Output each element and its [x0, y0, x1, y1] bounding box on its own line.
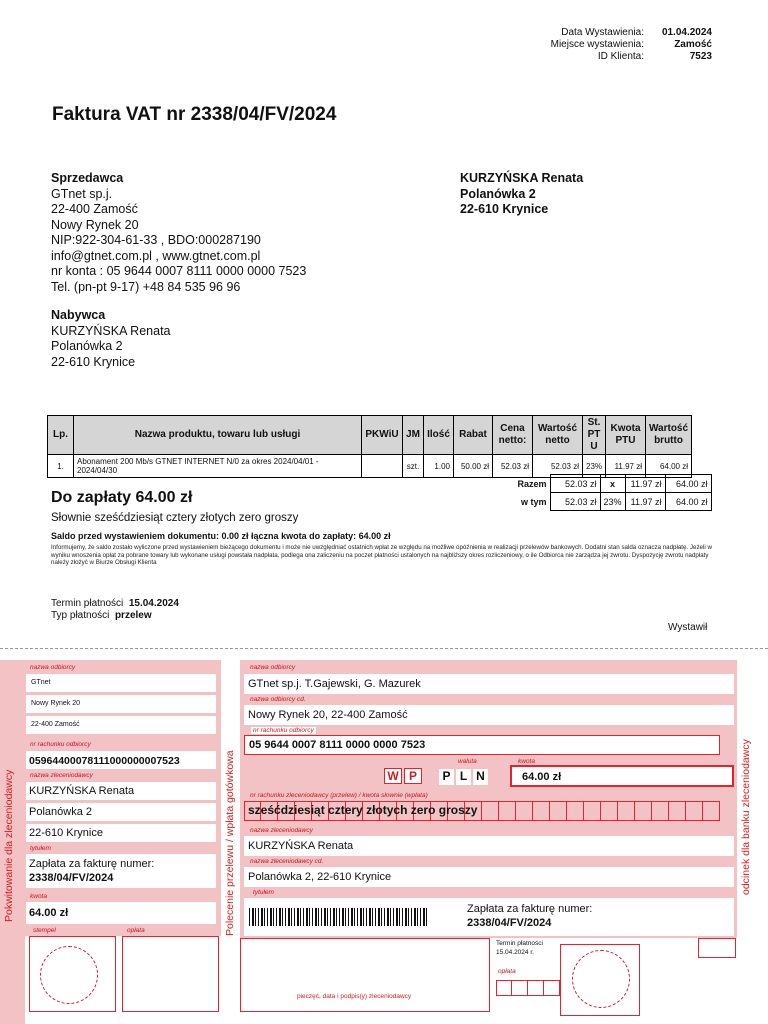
term-value: 15.04.2024: [128, 598, 179, 609]
amount-due-title: Do zapłaty 64.00 zł: [51, 489, 193, 506]
receipt-stamp-circle: [40, 946, 98, 1004]
signature-box: [240, 938, 490, 1012]
bank-stamp-circle: [572, 950, 630, 1008]
transfer-fee-label: opłata: [498, 968, 516, 975]
receipt-amount: 64.00 zł: [29, 907, 69, 919]
term-label: Termin płatności: [51, 598, 124, 609]
saldo-line: Saldo przed wystawieniem dokumentu: 0.00 zł łączna kwota do zapłaty: 64.00 zł: [51, 531, 391, 541]
receipt-payer-line: 22-610 Krynice: [29, 827, 103, 839]
transfer-recipient-cd: Nowy Rynek 20, 22-400 Zamość: [248, 709, 408, 721]
col-name: Nazwa produktu, towaru lub usługi: [74, 416, 362, 455]
transfer-payer-cd-label: nazwa zleceniodawcy cd.: [250, 858, 324, 865]
transfer-panel: [240, 660, 737, 938]
transfer-words-label: nr rachunku zleceniodawcy (przelew) / kwota słownie (wpłata): [250, 792, 428, 799]
transfer-recipient: GTnet sp.j. T.Gajewski, G. Mazurek: [248, 678, 421, 690]
buyer-line: Polanówka 2: [51, 339, 123, 353]
cell: [584, 801, 601, 821]
transfer-term-label: Termin płatności: [496, 940, 543, 947]
transfer-amount: 64.00 zł: [522, 771, 562, 783]
seller-line: NIP:922-304-61-33 , BDO:000287190: [51, 233, 261, 247]
signature-label: pieczęć, data i podpis(y) zleceniodawcy: [297, 993, 412, 1000]
col-jm: JM: [403, 416, 424, 455]
cell-name: Abonament 200 Mb/s GTNET INTERNET N/0 za okres 2024/04/01 - 2024/04/30: [74, 455, 362, 478]
transfer-type-w[interactable]: W: [384, 768, 402, 784]
transfer-account: 05 9644 0007 8111 0000 0000 7523: [249, 739, 426, 751]
bank-code-box: [698, 938, 736, 958]
col-vat-rate: St. PT U: [583, 416, 606, 455]
cell: [703, 801, 720, 821]
items-table: [47, 415, 692, 478]
receipt-account-label: nr rachunku odbiorcy: [30, 741, 91, 748]
col-lp: Lp.: [48, 416, 74, 455]
seller-line: 22-400 Zamość: [51, 202, 138, 216]
issued-by: Wystawił: [668, 622, 708, 633]
receipt-recipient-field: [26, 674, 216, 692]
receipt-title-line: Zapłata za fakturę numer:: [29, 858, 155, 870]
receipt-recipient-line: 22-400 Zamość: [31, 721, 80, 728]
seller-line: info@gtnet.com.pl , www.gtnet.com.pl: [51, 248, 261, 263]
buyer-line: KURZYŃSKA Renata: [51, 323, 171, 338]
cell: [482, 801, 499, 821]
payment-terms: [51, 598, 179, 622]
cell-lp: 1.: [48, 455, 74, 478]
incl-row: [505, 493, 711, 511]
cell-qty: 1.00: [424, 455, 454, 478]
type-value: przelew: [114, 610, 152, 621]
buyer-line: 22-610 Krynice: [51, 354, 136, 369]
transfer-type-p[interactable]: P: [404, 768, 422, 784]
col-qty: Ilość: [424, 416, 454, 455]
transfer-title-label: tytułem: [253, 889, 274, 896]
incl-gross: 64.00 zł: [665, 493, 711, 511]
cell-net-price: 52.03 zł: [493, 455, 533, 478]
cell: [635, 801, 652, 821]
cell: [528, 980, 544, 996]
cell-vat-amount: 11.97 zł: [606, 455, 646, 478]
buyer-heading: Nabywca: [51, 308, 106, 322]
amount-in-words: Słownie sześćdziesiąt cztery złotych zero groszy: [51, 512, 299, 524]
client-id-label: ID Klienta:: [597, 51, 644, 62]
cell-jm: szt.: [403, 455, 424, 478]
cell: [652, 801, 669, 821]
receipt-payer-line: KURZYŃSKA Renata: [29, 785, 135, 797]
client-id-value: 7523: [689, 51, 712, 62]
issue-date-value: 01.04.2024: [661, 27, 712, 38]
seller-line: Nowy Rynek 20: [51, 217, 139, 232]
cell: [567, 801, 584, 821]
recipient-line: 22-610 Krynice: [460, 202, 549, 216]
bank-copy-vertical-label: odcinek dla banku zleceniodawcy: [740, 739, 752, 895]
transfer-term-value: 15.04.2024 r.: [496, 949, 534, 956]
total-vat: 11.97 zł: [625, 475, 665, 493]
cell: [496, 980, 512, 996]
cell: [669, 801, 686, 821]
cell: [618, 801, 635, 821]
issue-place-value: Zamość: [674, 39, 712, 50]
col-discount: Rabat: [454, 416, 493, 455]
cell-pkwiu: [362, 455, 403, 478]
col-net-value: Wartość netto: [533, 416, 583, 455]
type-label: Typ płatności: [51, 610, 110, 621]
currency-char: P: [439, 769, 454, 785]
receipt-account: 05964400078111000000007523: [29, 755, 180, 767]
col-gross: Wartość brutto: [646, 416, 692, 455]
transfer-payer-label: nazwa zleceniodawcy: [250, 827, 313, 834]
buyer-block: [51, 308, 171, 370]
barcode: [249, 908, 429, 926]
cell: [512, 980, 528, 996]
cell-vat-rate: 23%: [583, 455, 606, 478]
totals-table: [505, 474, 712, 511]
cell: [601, 801, 618, 821]
total-net: 52.03 zł: [550, 475, 600, 493]
seller-line: GTnet sp.j.: [51, 186, 113, 201]
seller-line: Tel. (pn-pt 9-17) +48 84 535 96 96: [51, 279, 241, 294]
receipt-vertical-label: Pokwitowanie dla zleceniodawcy: [3, 769, 15, 922]
transfer-account-label: nr rachunku odbiorcy: [253, 727, 314, 734]
currency-char: L: [456, 769, 471, 785]
cell-discount: 50.00 zł: [454, 455, 493, 478]
col-pkwiu: PKWiU: [362, 416, 403, 455]
seller-heading: Sprzedawca: [51, 171, 124, 185]
total-label: Razem: [517, 478, 547, 489]
issue-place-label: Miejsce wystawienia:: [550, 39, 644, 50]
recipient-line: KURZYŃSKA Renata: [460, 171, 584, 185]
incl-vat: 11.97 zł: [625, 493, 665, 511]
cell: [550, 801, 567, 821]
seller-line: nr konta : 05 9644 0007 8111 0000 0000 7523: [51, 264, 307, 278]
total-rate: x: [600, 475, 625, 493]
cell: [533, 801, 550, 821]
receipt-stamp-label: stempel: [33, 927, 56, 934]
receipt-title-number: 2338/04/FV/2024: [29, 872, 114, 884]
transfer-amount-words: sześćdziesiąt cztery złotych zero groszy: [248, 803, 478, 817]
transfer-payer: KURZYŃSKA Renata: [248, 840, 354, 852]
receipt-payer-line: Polanówka 2: [29, 806, 92, 818]
receipt-fee-label: opłata: [127, 927, 145, 934]
transfer-term: [496, 939, 543, 957]
cell-gross: 64.00 zł: [646, 455, 692, 478]
cell: [544, 980, 560, 996]
seller-block: [51, 171, 306, 295]
incl-rate: 23%: [600, 493, 625, 511]
total-gross: 64.00 zł: [665, 475, 711, 493]
totals-row: [505, 475, 711, 493]
currency-char: N: [473, 769, 488, 785]
recipient-line: Polanówka 2: [460, 186, 536, 201]
cut-line: [0, 648, 768, 649]
transfer-recipient-cd-label: nazwa odbiorcy cd.: [250, 696, 306, 703]
cell: [686, 801, 703, 821]
transfer-vertical-label: Polecenie przelewu / wpłata gotówkowa: [224, 750, 236, 936]
receipt-recipient-line: Nowy Rynek 20: [31, 700, 81, 707]
cell-net-value: 52.03 zł: [533, 455, 583, 478]
receipt-payer-label: nazwa zleceniodawcy: [30, 772, 93, 779]
col-vat-amount: Kwota PTU: [606, 416, 646, 455]
issue-date-label: Data Wystawienia:: [561, 27, 644, 38]
transfer-title-line: Zapłata za fakturę numer:: [467, 903, 593, 915]
receipt-fee-box: [122, 936, 219, 1012]
receipt-recipient-line: GTnet: [31, 679, 51, 686]
incl-net: 52.03 zł: [550, 493, 600, 511]
receipt-recipient-label: nazwa odbiorcy: [30, 664, 76, 671]
transfer-recipient-label: nazwa odbiorcy: [250, 664, 296, 671]
cell: [516, 801, 533, 821]
currency-label: waluta: [458, 758, 477, 765]
receipt-title-label: tytułem: [30, 845, 51, 852]
saldo-info: Informujemy, że saldo zostało wyliczone przed wystawieniem bieżącego dokumentu i może nie uwzględniać ostatnich wpłat ze względu na możliwe opóźnienia w realizacji przelewów bankowych. Dodatni stan salda oznacza nadpłatę. Jeżeli w wyniku wnoszenia opłat za pobrane towary lub wykonane usługi powstała nadpłata, podlega ona zaliczeniu na poczet płatności ustalonych na najbliższy okres rozliczeniowy, o ile Odbiorca nie zarządza jej zwrotu. Dyspozycję zwrotu nadpłaty należy złożyć w Biurze Obsługi Klienta: [51, 544, 712, 567]
table-header-row: [48, 416, 692, 455]
incl-label: w tym: [520, 496, 547, 507]
col-net-price: Cena netto:: [493, 416, 533, 455]
cell: [499, 801, 516, 821]
transfer-title-number: 2338/04/FV/2024: [467, 917, 552, 929]
transfer-payer-cd: Polanówka 2, 22-610 Krynice: [248, 871, 392, 883]
invoice-title: Faktura VAT nr 2338/04/FV/2024: [52, 104, 337, 125]
receipt-amount-label: kwota: [30, 893, 47, 900]
recipient-address: [460, 171, 583, 218]
transfer-amount-label: kwota: [518, 758, 535, 765]
